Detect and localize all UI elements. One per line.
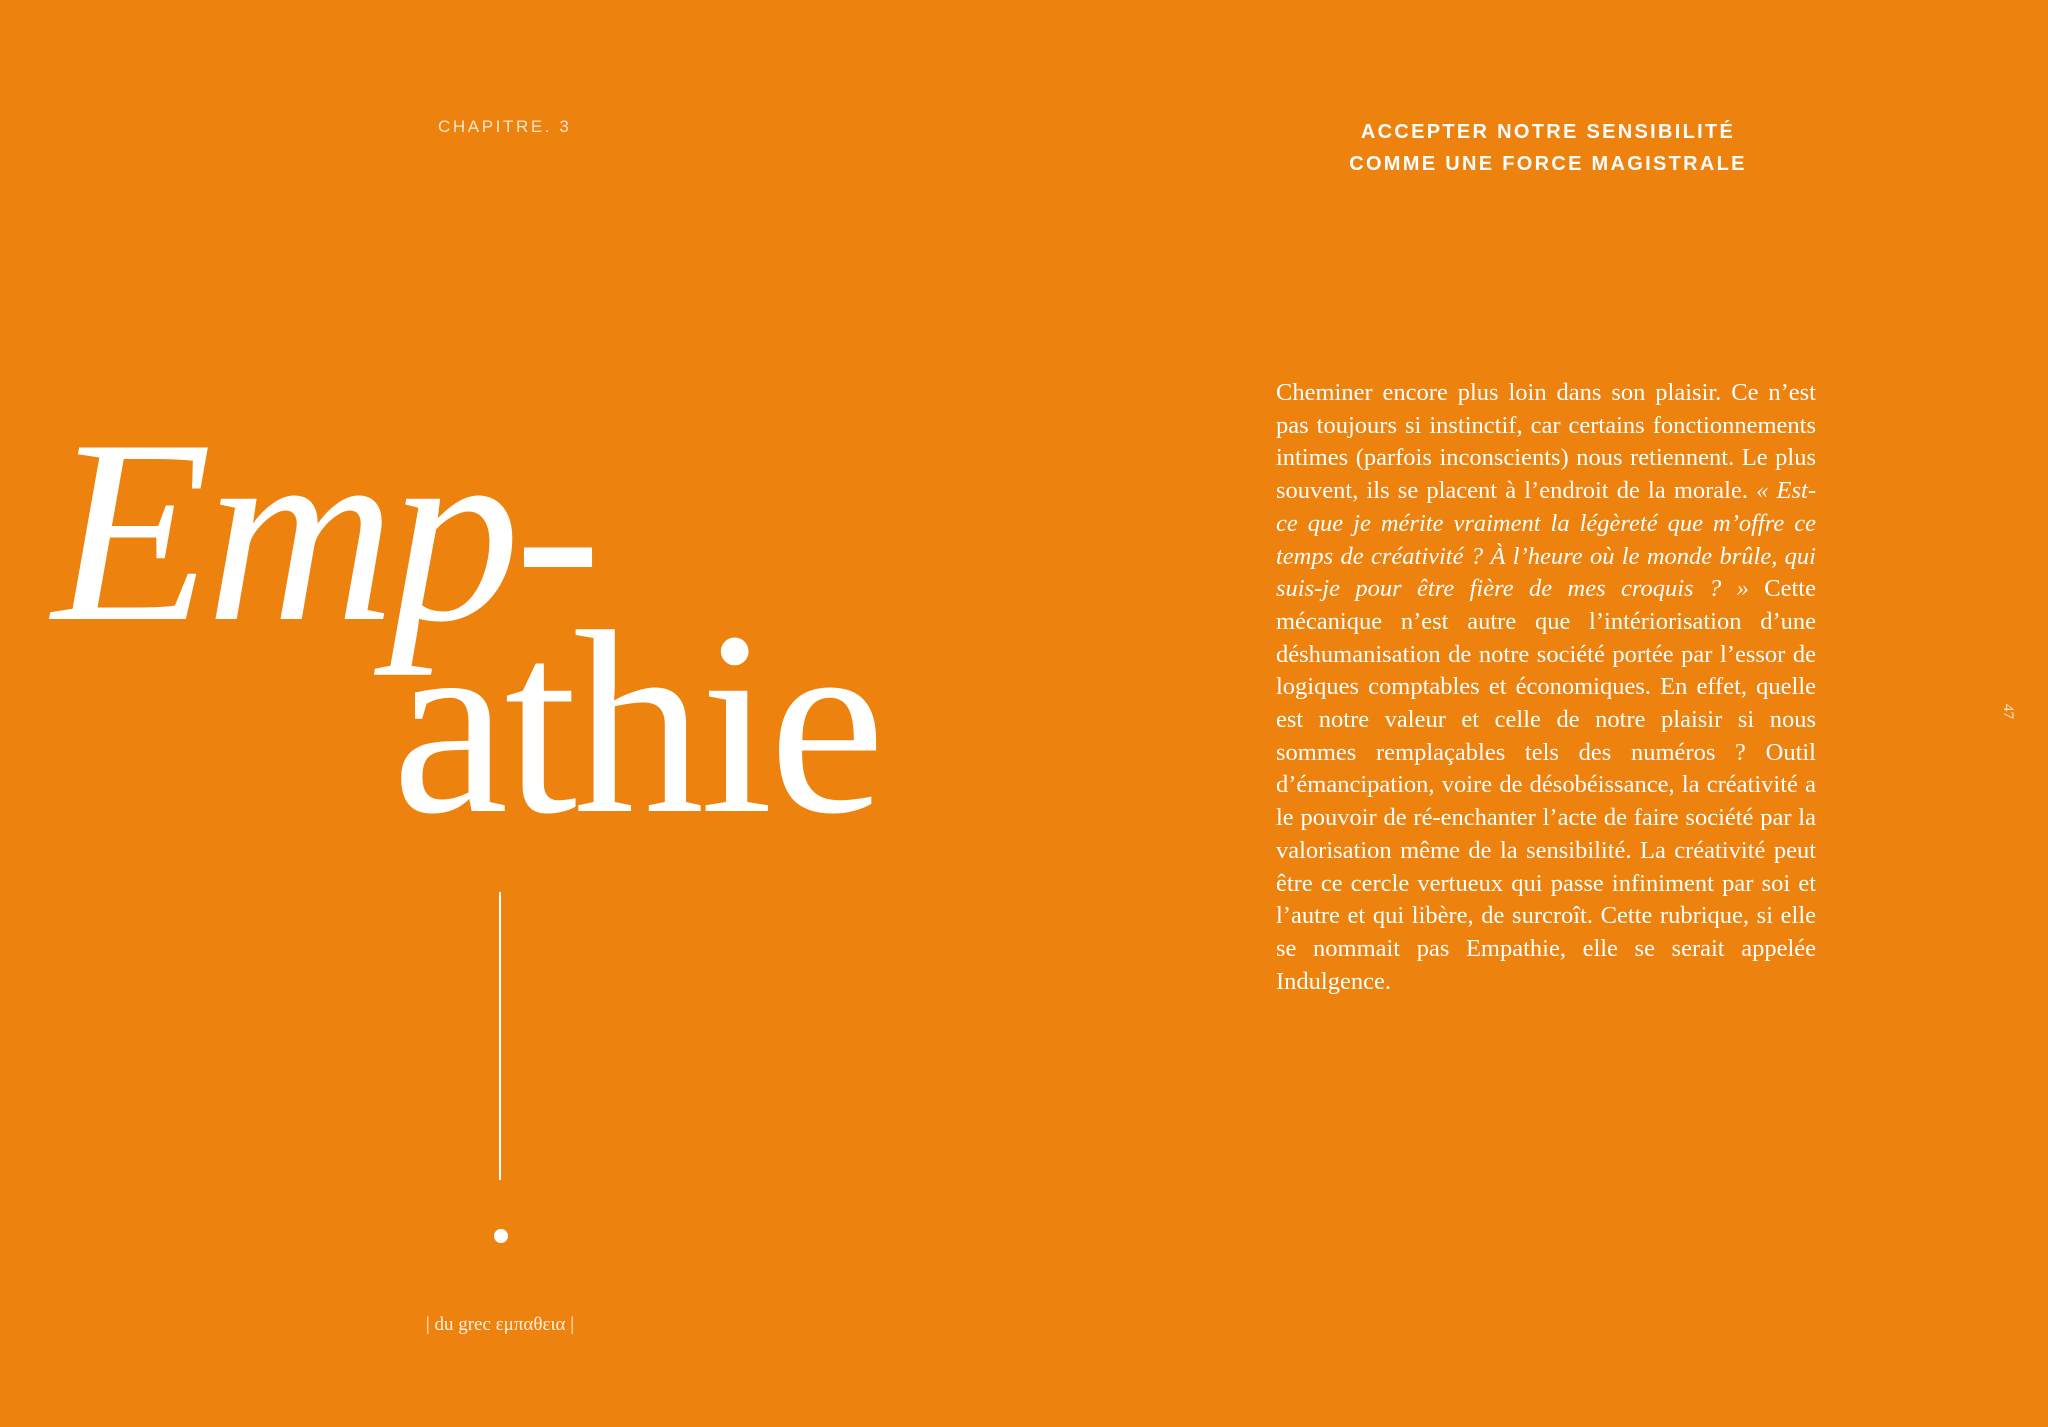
etymology-note: | du grec εμπαθεια | xyxy=(425,1314,575,1335)
headline-line-2: athie xyxy=(392,578,882,868)
body-paragraph xyxy=(1276,377,1816,998)
rule-dot xyxy=(494,1229,508,1243)
section-title-line-2: COMME UNE FORCE MAGISTRALE xyxy=(1349,153,1747,175)
section-title xyxy=(1248,116,1848,180)
headline-line-1: Emp- xyxy=(52,386,596,676)
chapter-label: CHAPITRE. 3 xyxy=(438,117,572,136)
section-title-line-1: ACCEPTER NOTRE SENSIBILITÉ xyxy=(1360,121,1736,143)
body-quote: « Est-ce que je mérite vraiment la légèreté que m’offre ce temps de créativité ? À l’heure où le monde brûle, qui suis-je pour être fière de mes croquis ? » xyxy=(1276,477,1817,603)
body-rest: Cette mécanique n’est autre que l’intériorisation d’une déshumanisation de notre société portée par l’essor de logiques comptables et économiques. En effet, quelle est notre valeur et celle de notre plaisir si nous sommes remplaçables tels des numéros ? Outil d’émancipation, voire de désobéissance, la créativité a le pouvoir de ré-enchanter l’acte de faire société par la valorisation même de la sensibilité. La créativité peut être ce cercle vertueux qui passe infiniment par soi et l’autre et qui libère, de surcroît. Cette rubrique, si elle se nommait pas Empathie, elle se serait appelée Indulgence. xyxy=(1276,575,1816,995)
vertical-rule xyxy=(499,892,501,1180)
page-number: 47 xyxy=(2000,704,2016,719)
body-intro: Cheminer encore plus loin dans son plaisir. Ce n’est pas toujours si instinctif, car certains fonctionnements intimes (parfois inconscients) nous retiennent. Le plus souvent, ils se placent à l’endroit de la morale. xyxy=(1276,379,1816,505)
